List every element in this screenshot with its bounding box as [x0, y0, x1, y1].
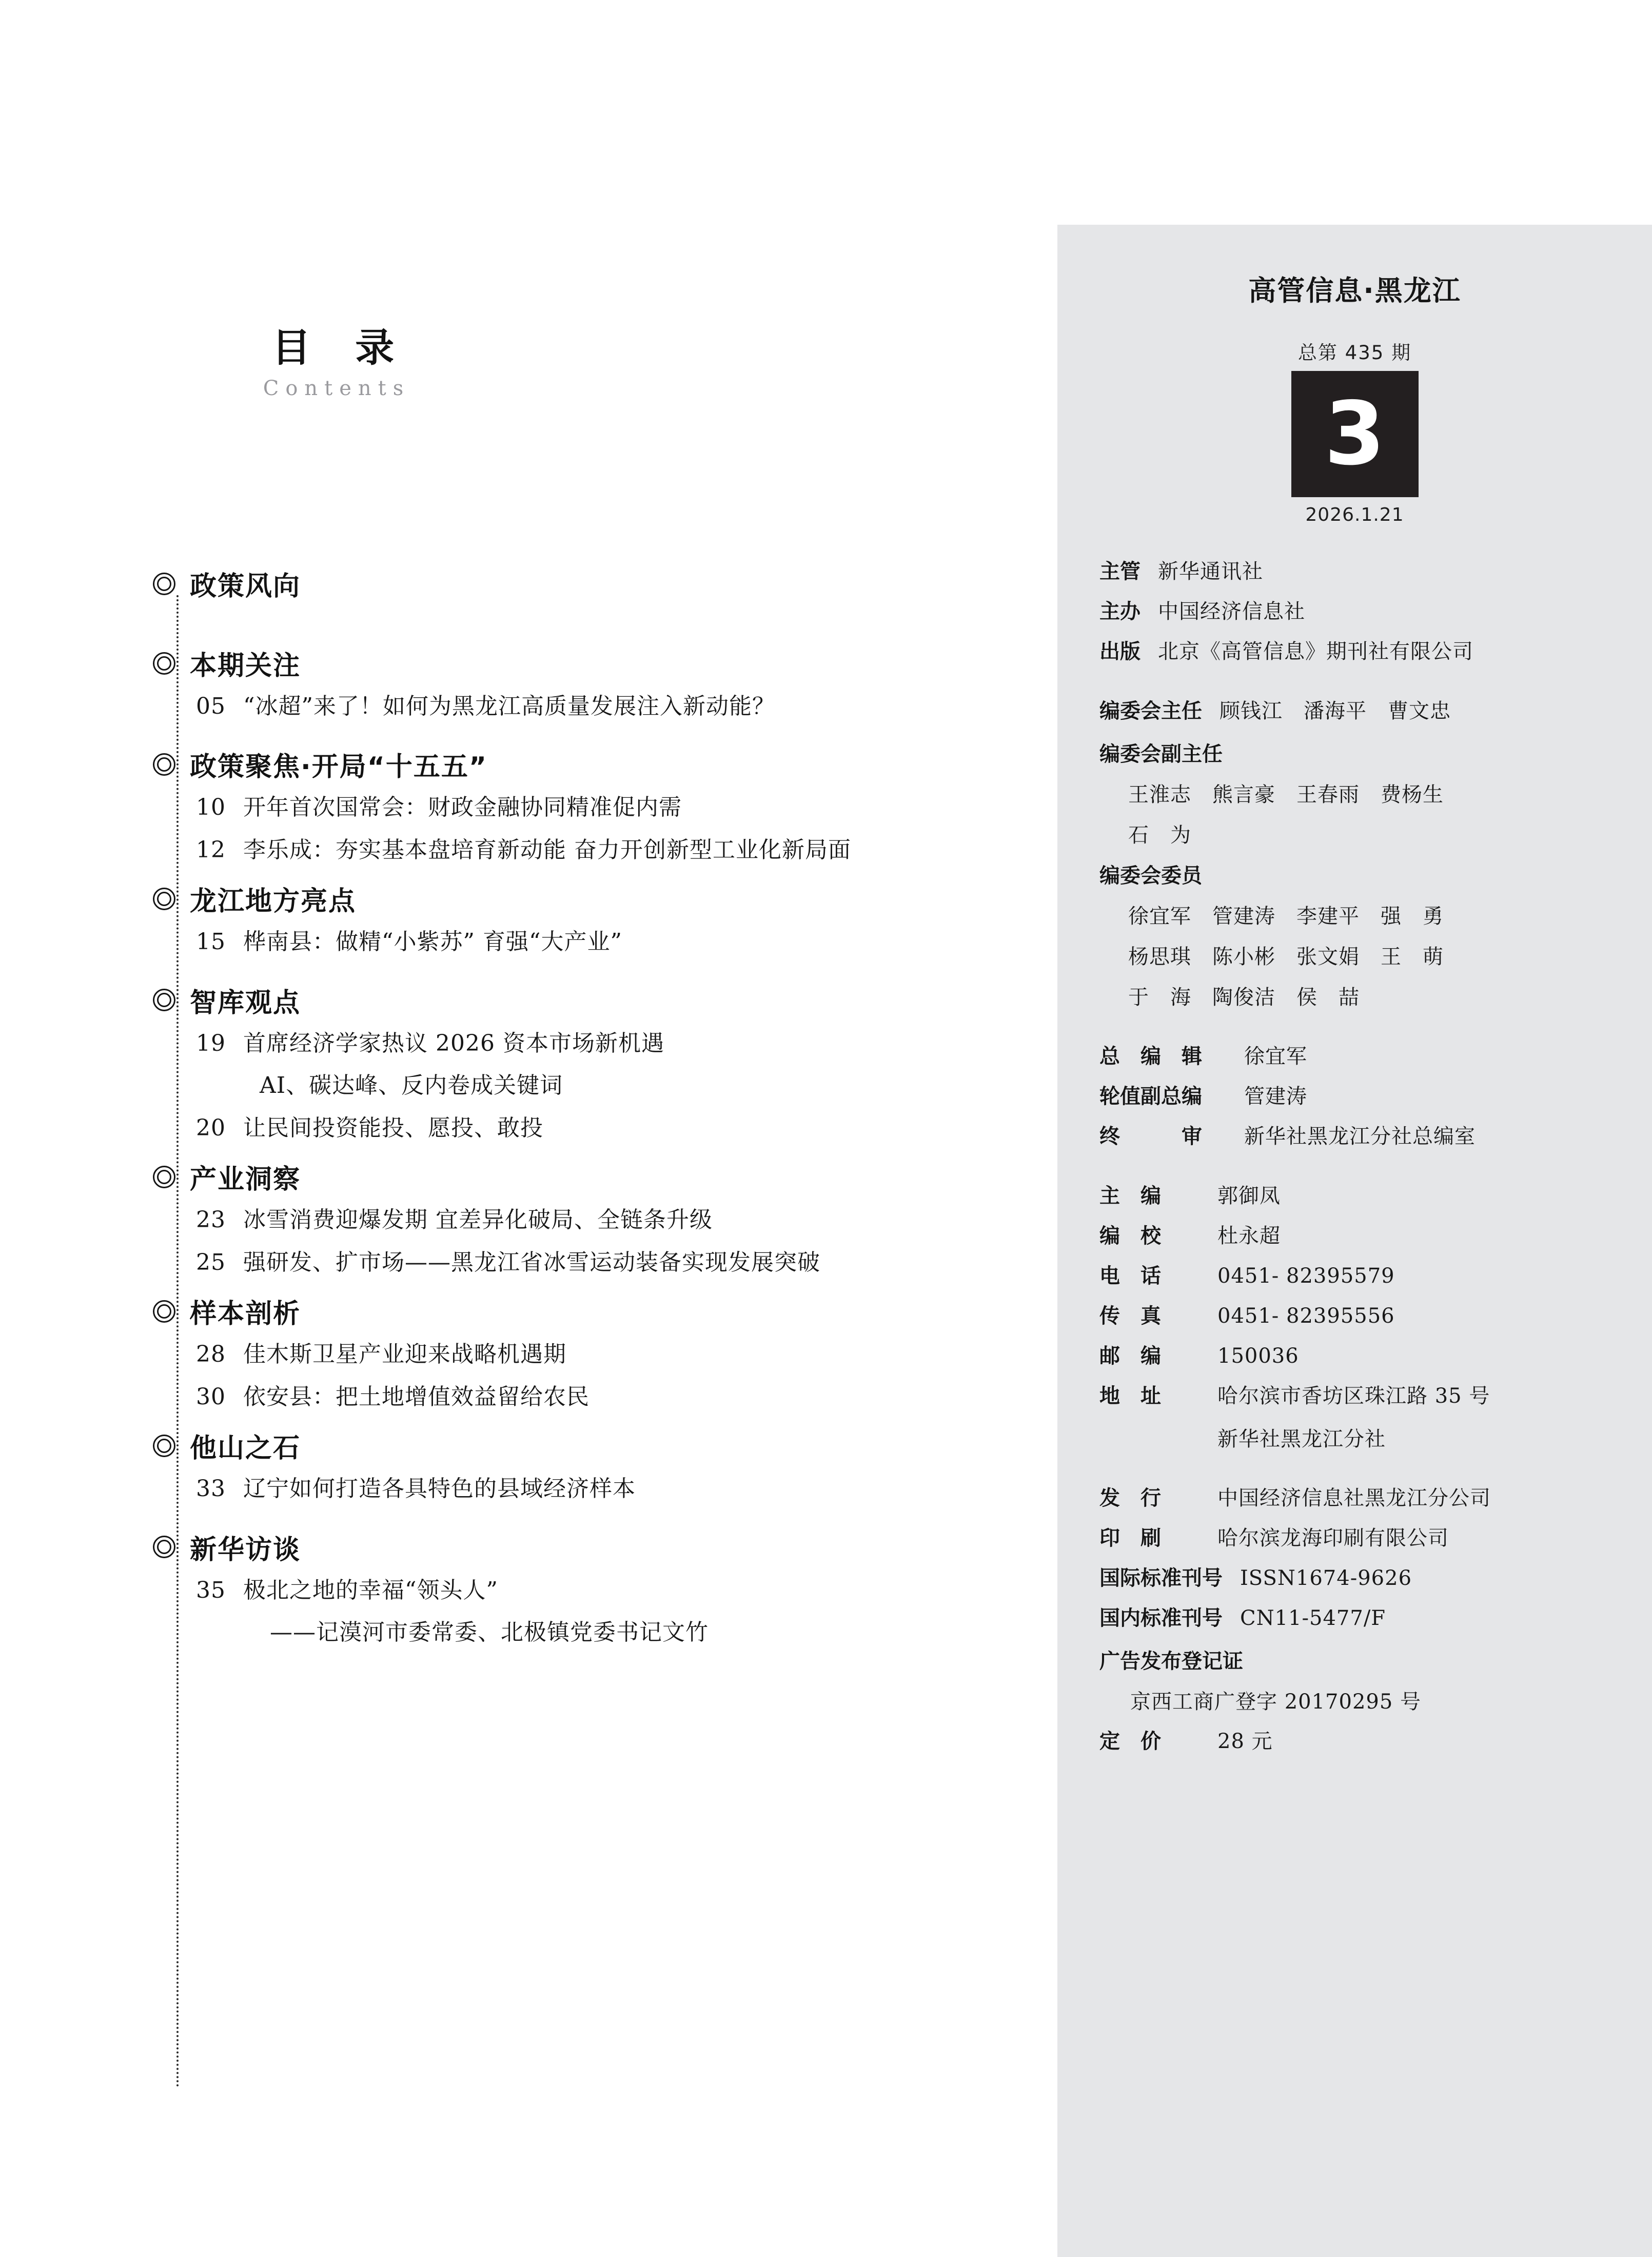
double-circle-icon [153, 753, 175, 776]
toc-entry[interactable] [196, 926, 1055, 958]
board-vice-chair-names-2: 石 为 [1128, 823, 1191, 847]
toc-entry[interactable] [196, 1575, 1055, 1606]
toc-section-name: 智库观点 [190, 987, 301, 1018]
price-value: 28 元 [1217, 1730, 1273, 1753]
phone-value: 0451- 82395579 [1217, 1264, 1395, 1288]
duty-deputy-editor-value: 管建涛 [1244, 1085, 1307, 1108]
price-row [1099, 1728, 1610, 1755]
ad-license-value: 京西工商广登字 20170295 号 [1130, 1690, 1422, 1714]
cn-number-value: CN11-5477/F [1240, 1606, 1386, 1630]
supervisor-row [1099, 558, 1610, 585]
toc-entry-page-number: 15 [196, 929, 226, 955]
issue-number: 3 [1324, 383, 1385, 485]
printing-row [1099, 1525, 1610, 1552]
board-member-label: 编委会委员 [1099, 864, 1202, 888]
masthead-group-editorial-board [1099, 698, 1610, 1010]
toc-section-header[interactable] [152, 644, 1055, 682]
toc-section [152, 879, 1055, 958]
toc-entry-title: 李乐成：夯实基本盘培育新动能 奋力开创新型工业化新局面 [243, 836, 851, 863]
publisher-value: 北京《高管信息》期刊社有限公司 [1158, 640, 1473, 663]
toc-entry-title: 首席经济学家热议 2026 资本市场新机遇 [243, 1030, 664, 1056]
supervisor-label: 主管 [1099, 560, 1140, 583]
toc-section [152, 644, 1055, 722]
toc-entry-page-number: 05 [196, 693, 226, 719]
toc-section-header[interactable] [152, 879, 1055, 918]
toc-section-header[interactable] [152, 1157, 1055, 1196]
distribution-value: 中国经济信息社黑龙江分公司 [1217, 1486, 1491, 1510]
supervisor-value: 新华通讯社 [1158, 560, 1263, 583]
final-review-row [1099, 1123, 1610, 1150]
toc-entry-title: 开年首次国常会：财政金融协同精准促内需 [243, 794, 682, 821]
toc-entry-list [152, 1023, 1055, 1144]
toc-entry[interactable] [196, 792, 1055, 823]
toc-section [152, 1157, 1055, 1279]
toc-entry[interactable] [196, 1112, 1055, 1144]
toc-entry-page-number: 30 [196, 1383, 226, 1410]
double-circle-icon [153, 1536, 175, 1558]
toc-entry-list [152, 1468, 1055, 1505]
final-review-label: 终 审 [1099, 1125, 1202, 1148]
address-value-line2: 新华社黑龙江分社 [1217, 1427, 1386, 1451]
page-title: 目 录 [271, 325, 410, 370]
toc-entry-page-number: 19 [196, 1030, 226, 1056]
toc-entry-title: 冰雪消费迎爆发期 宜差异化破局、全链条升级 [243, 1207, 713, 1233]
toc-entry-list [152, 1569, 1055, 1649]
masthead-group-contact [1099, 1183, 1610, 1452]
double-circle-icon [153, 989, 175, 1011]
duty-deputy-editor-label: 轮值副总编 [1099, 1085, 1202, 1108]
board-vice-chair-names-1: 王淮志 熊言豪 王春雨 费杨生 [1128, 783, 1444, 807]
masthead-group-publishing-info [1099, 1485, 1610, 1755]
toc-section-name: 政策风向 [190, 571, 301, 602]
toc-entry-page-number: 25 [196, 1249, 226, 1275]
issn-value: ISSN1674-9626 [1240, 1566, 1412, 1590]
toc-entry[interactable] [196, 1204, 1055, 1236]
editor-value: 郭御凤 [1217, 1184, 1281, 1208]
double-circle-icon [153, 1435, 175, 1457]
cn-number-row [1099, 1605, 1610, 1632]
toc-entry[interactable] [196, 1247, 1055, 1279]
distribution-label: 发 行 [1099, 1486, 1161, 1510]
board-member-names-1: 徐宜军 管建涛 李建平 强 勇 [1128, 905, 1444, 928]
toc-section [152, 1528, 1055, 1649]
chief-editor-label: 总 编 辑 [1099, 1045, 1202, 1068]
toc-entry[interactable] [196, 1028, 1055, 1059]
sponsor-label: 主办 [1099, 600, 1140, 623]
toc-section [152, 564, 1055, 611]
double-circle-icon [153, 1166, 175, 1188]
toc-entry-page-number: 10 [196, 794, 226, 821]
double-circle-icon [153, 652, 175, 675]
toc-entry-list [152, 685, 1055, 722]
proofreader-value: 杜永超 [1217, 1224, 1281, 1248]
toc-entry[interactable] [196, 1339, 1055, 1370]
masthead-panel [1057, 225, 1652, 2257]
toc-entry[interactable] [196, 691, 1055, 722]
toc-entry-title: 让民间投资能投、愿投、敢投 [243, 1114, 543, 1141]
postcode-row [1099, 1343, 1610, 1369]
toc-section [152, 981, 1055, 1144]
address-value: 哈尔滨市香坊区珠江路 35 号 [1217, 1384, 1490, 1408]
editor-label: 主 编 [1099, 1184, 1161, 1208]
toc-entry[interactable] [196, 1617, 1055, 1648]
board-member-names-2: 杨思琪 陈小彬 张文娟 王 萌 [1128, 945, 1444, 969]
toc-section-name: 龙江地方亮点 [190, 886, 357, 917]
toc-entry[interactable] [196, 1070, 1055, 1102]
toc-section-header[interactable] [152, 981, 1055, 1019]
printing-label: 印 刷 [1099, 1526, 1161, 1550]
duty-deputy-editor-row [1099, 1083, 1610, 1110]
toc-entry-title: 桦南县：做精“小紫苏” 育强“大产业” [243, 929, 622, 955]
toc-entry-page-number: 23 [196, 1207, 226, 1233]
chief-editor-value: 徐宜军 [1244, 1045, 1307, 1068]
board-vice-chair-label: 编委会副主任 [1099, 742, 1223, 766]
phone-label: 电 话 [1099, 1264, 1161, 1288]
toc-section-name: 样本剖析 [190, 1299, 301, 1330]
toc-section-name: 新华访谈 [190, 1534, 301, 1565]
toc-entry-list [152, 1333, 1055, 1413]
toc-section-header[interactable] [152, 745, 1055, 783]
toc-entry-page-number: 35 [196, 1577, 226, 1603]
proofreader-row [1099, 1223, 1610, 1249]
issn-label: 国际标准刊号 [1099, 1566, 1223, 1590]
ad-license-label: 广告发布登记证 [1099, 1650, 1243, 1673]
fax-row [1099, 1303, 1610, 1329]
toc-entry-title: 极北之地的幸福“领头人” [243, 1577, 498, 1603]
publisher-row [1099, 638, 1610, 665]
toc-entry-title: 佳木斯卫星产业迎来战略机遇期 [243, 1341, 566, 1368]
toc-section [152, 745, 1055, 866]
toc-entry-page-number: 12 [196, 836, 226, 863]
postcode-label: 邮 编 [1099, 1344, 1161, 1368]
toc-section-name: 产业洞察 [190, 1164, 301, 1195]
board-chair-row [1099, 698, 1610, 724]
toc-section [152, 1292, 1055, 1413]
toc-section-header[interactable] [152, 564, 1055, 603]
toc-entry-title: “冰超”来了！如何为黑龙江高质量发展注入新动能？ [243, 693, 775, 719]
toc-entry-list [152, 787, 1055, 866]
toc-section-header[interactable] [152, 1528, 1055, 1566]
toc-title-block [0, 325, 667, 400]
toc-entry-list [152, 921, 1055, 958]
sponsor-value: 中国经济信息社 [1158, 600, 1305, 623]
toc-entry-page-number: 33 [196, 1476, 226, 1502]
page-title-subtitle: Contents [263, 377, 410, 400]
masthead-group-organizations [1099, 558, 1610, 665]
toc-entry-page-number: 20 [196, 1114, 226, 1141]
toc-entry-title: 辽宁如何打造各具特色的县域经济样本 [243, 1476, 636, 1502]
chief-editor-row [1099, 1043, 1610, 1070]
address-row [1099, 1383, 1610, 1409]
toc-section-name: 本期关注 [190, 651, 301, 681]
sponsor-row [1099, 598, 1610, 625]
issn-row [1099, 1565, 1610, 1592]
toc-entry-title: 强研发、扩市场——黑龙江省冰雪运动装备实现发展突破 [243, 1249, 820, 1275]
toc-entry-list [152, 1199, 1055, 1279]
toc-entry[interactable] [196, 1381, 1055, 1413]
address-label: 地 址 [1099, 1384, 1161, 1408]
toc-entry[interactable] [196, 834, 1055, 866]
cn-number-label: 国内标准刊号 [1099, 1606, 1223, 1630]
toc-entry-list [152, 606, 1055, 611]
price-label: 定 价 [1099, 1730, 1161, 1753]
toc-section-header[interactable] [152, 1426, 1055, 1465]
final-review-value: 新华社黑龙江分社总编室 [1244, 1125, 1476, 1148]
issue-block [1099, 337, 1610, 525]
toc-entry-title: AI、碳达峰、反内卷成关键词 [260, 1072, 563, 1099]
publisher-label: 出版 [1099, 640, 1140, 663]
board-member-names-3: 于 海 陶俊洁 侯 喆 [1128, 986, 1360, 1009]
toc-section-name: 政策聚焦·开局“十五五” [190, 752, 488, 783]
toc-entry-page-number: 28 [196, 1341, 226, 1368]
double-circle-icon [153, 573, 175, 595]
proofreader-label: 编 校 [1099, 1224, 1161, 1248]
printing-value: 哈尔滨龙海印刷有限公司 [1217, 1526, 1449, 1550]
fax-label: 传 真 [1099, 1304, 1161, 1328]
masthead-group-chief-editors [1099, 1043, 1610, 1150]
board-chair-label: 编委会主任 [1099, 699, 1202, 723]
toc-section-list [152, 564, 1055, 1662]
double-circle-icon [153, 1300, 175, 1323]
toc-section-header[interactable] [152, 1292, 1055, 1330]
toc-section [152, 1426, 1055, 1505]
publication-title: 高管信息·黑龙江 [1248, 274, 1461, 307]
toc-entry-title: 依安县：把土地增值效益留给农民 [243, 1383, 589, 1410]
toc-entry[interactable] [196, 1473, 1055, 1505]
fax-value: 0451- 82395556 [1217, 1304, 1395, 1328]
phone-row [1099, 1263, 1610, 1289]
issue-serial-number: 总第 435 期 [1297, 342, 1412, 364]
distribution-row [1099, 1485, 1610, 1512]
toc-section-name: 他山之石 [190, 1433, 301, 1464]
toc-entry-title: ——记漠河市委常委、北极镇党委书记文竹 [270, 1619, 709, 1646]
postcode-value: 150036 [1217, 1344, 1299, 1368]
editor-row [1099, 1183, 1610, 1209]
board-chair-value: 顾钱江 潘海平 曹文忠 [1220, 699, 1451, 723]
issue-number-badge [1291, 371, 1419, 497]
double-circle-icon [153, 888, 175, 910]
issue-date: 2026.1.21 [1305, 504, 1404, 525]
